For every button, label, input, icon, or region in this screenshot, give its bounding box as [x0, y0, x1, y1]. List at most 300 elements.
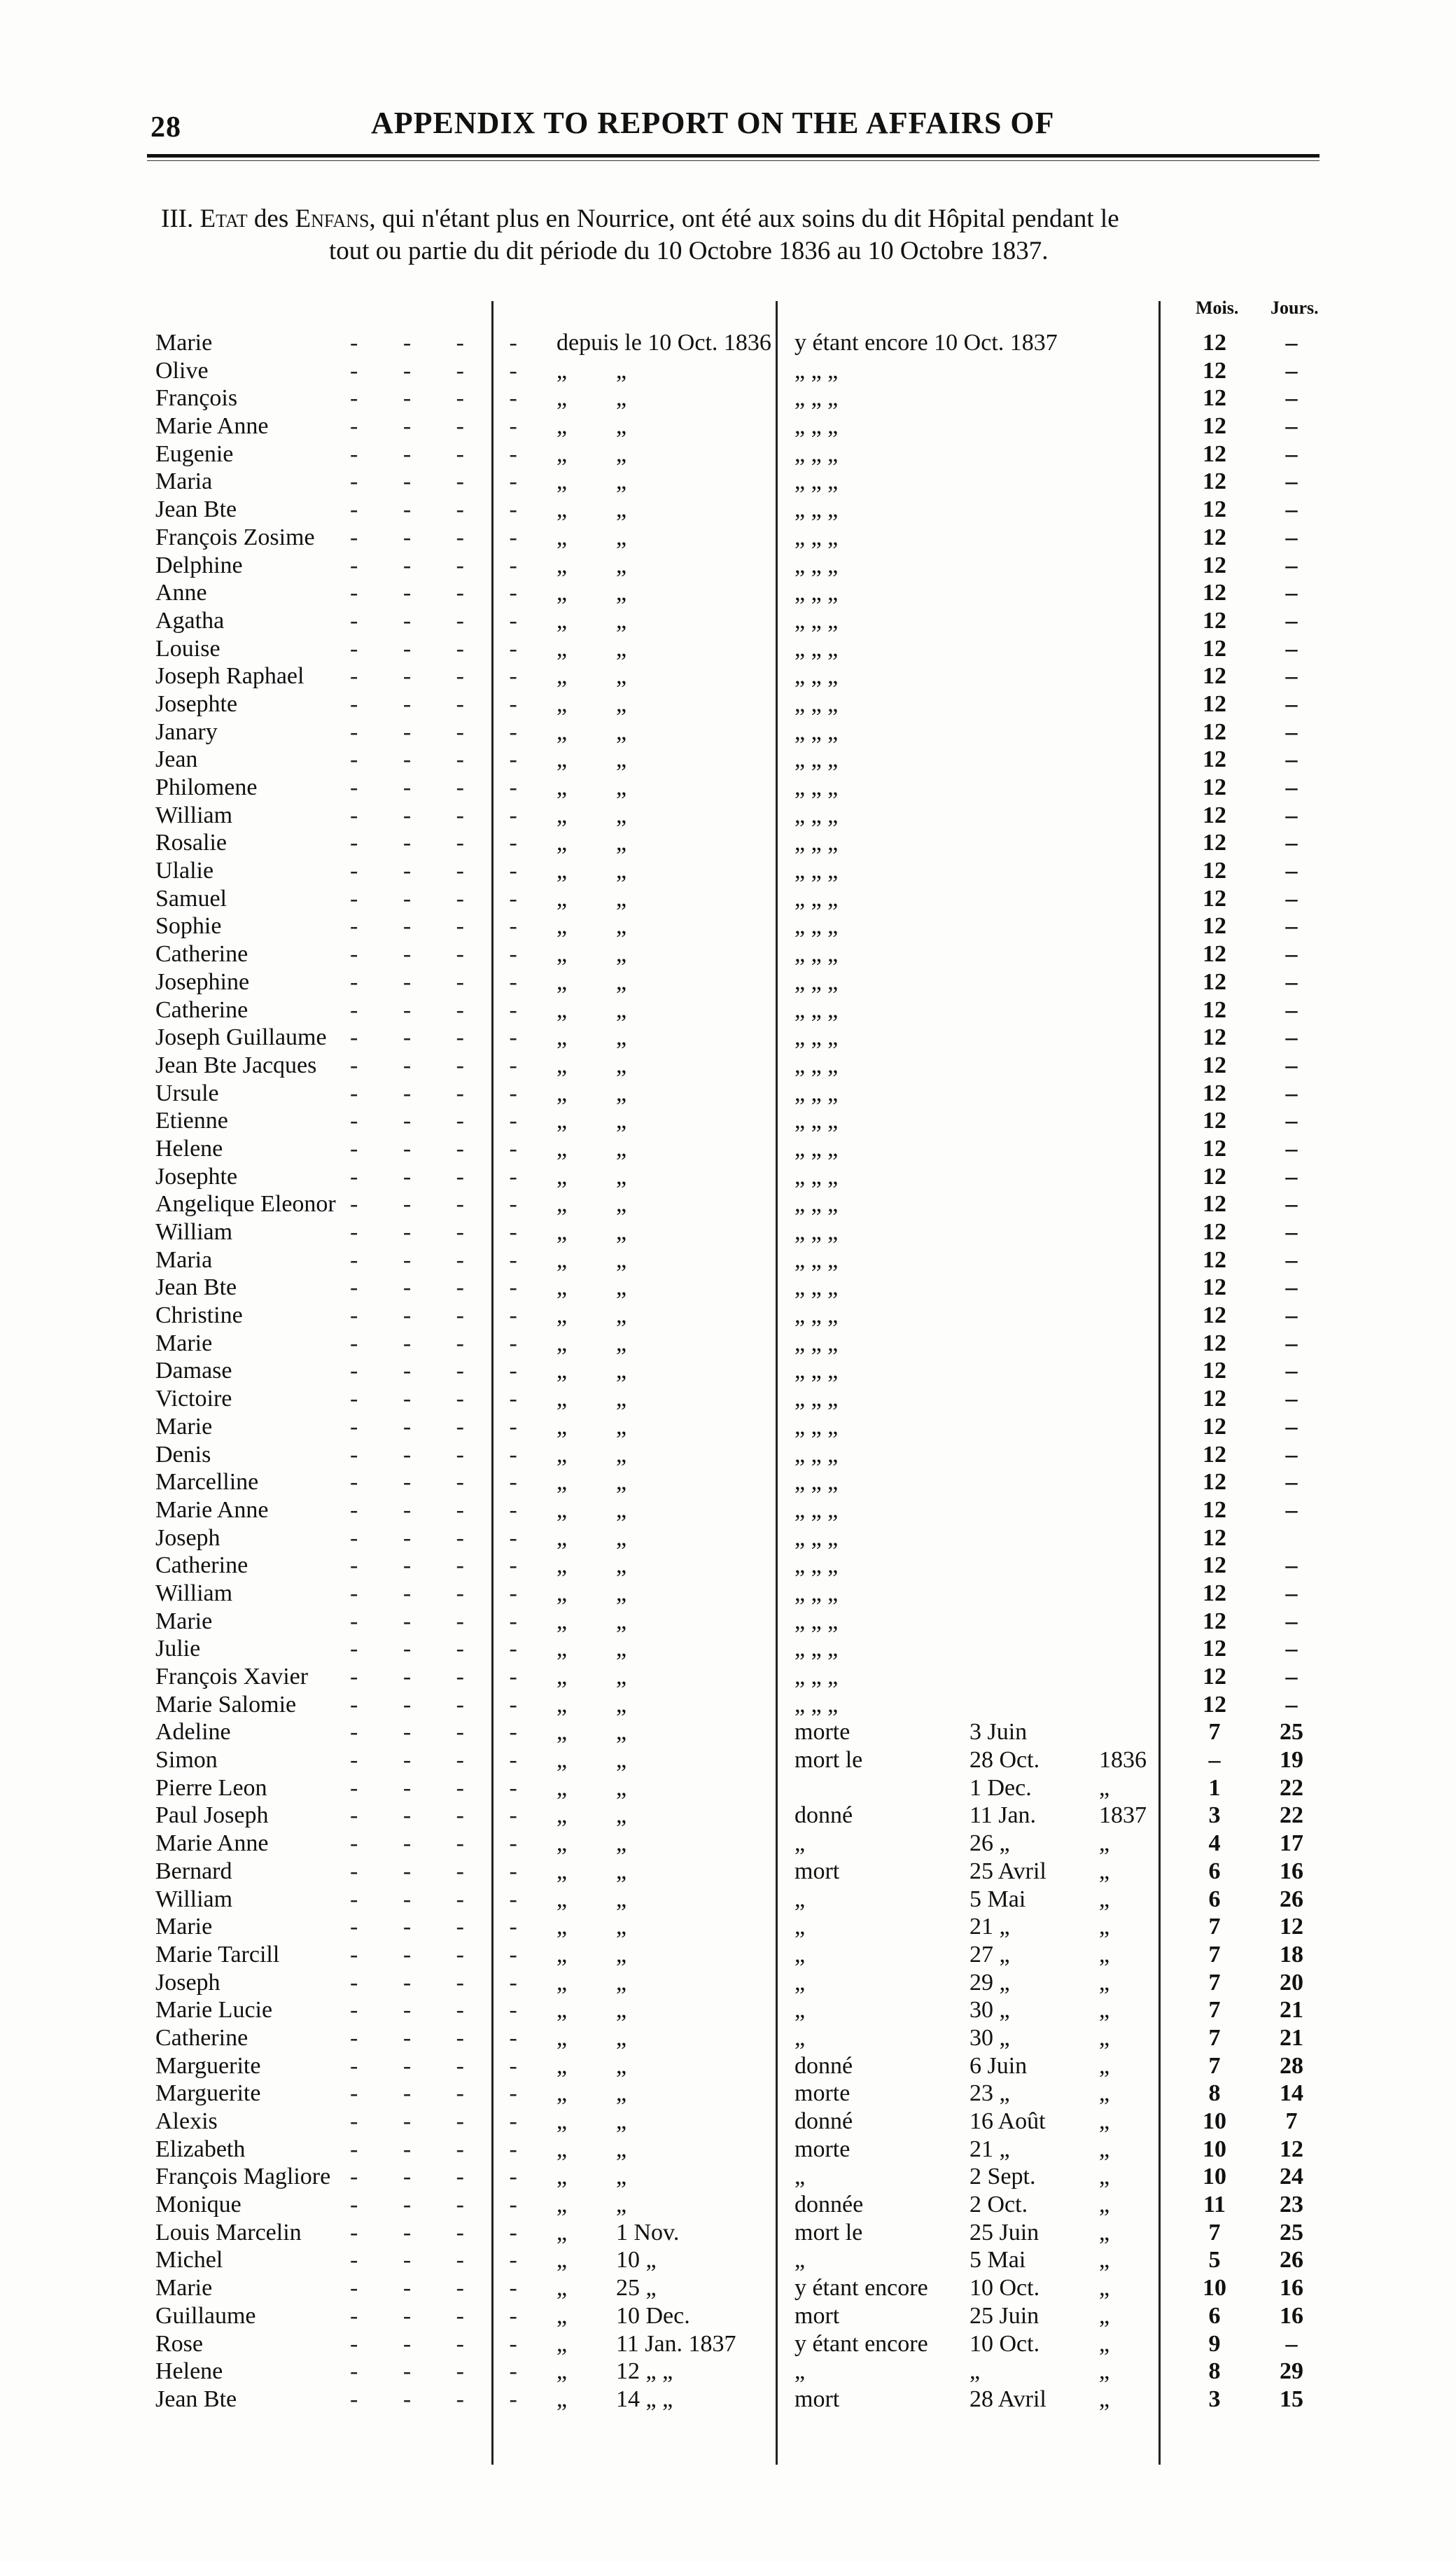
since-date: „: [616, 1664, 627, 1690]
child-name: Elizabeth: [155, 2136, 246, 2162]
table-row: [0, 1107, 1456, 1135]
leader-dashes: - - - -: [350, 1358, 537, 1384]
since-date: „: [616, 1969, 627, 1996]
leader-dashes: - - - -: [350, 1469, 537, 1496]
status: „ „ „: [794, 996, 839, 1023]
mois-value: 12: [1203, 941, 1226, 968]
since-ditto: „: [556, 1163, 568, 1190]
status-year: „: [1099, 1774, 1110, 1801]
child-name: Marie: [155, 2275, 213, 2302]
since-date: „: [616, 2108, 627, 2134]
section-line1: , qui n'étant plus en Nourrice, ont été aux soins du dit Hôpital pendant le: [369, 204, 1119, 233]
child-name: William: [155, 802, 233, 828]
mois-value: 6: [1208, 2302, 1221, 2329]
table-row: [0, 2136, 1456, 2164]
status-year: „: [1099, 1941, 1110, 1968]
table-row: [0, 1996, 1456, 2024]
mois-value: 9: [1208, 2330, 1221, 2357]
since-date: „: [616, 1024, 627, 1051]
since-ditto: „: [556, 941, 568, 968]
jours-value: –: [1285, 524, 1298, 550]
since-ditto: „: [556, 2052, 568, 2079]
leader-dashes: - - - -: [350, 2108, 537, 2134]
leader-dashes: - - - -: [350, 1052, 537, 1078]
jours-value: –: [1285, 1580, 1298, 1606]
child-name: François Xavier: [155, 1664, 309, 1690]
since-date: „: [616, 1302, 627, 1329]
leader-dashes: - - - -: [350, 1496, 537, 1523]
status: „ „ „: [794, 1080, 839, 1106]
since-date: „: [616, 1052, 627, 1078]
child-name: Joseph Raphael: [155, 663, 304, 690]
since-date: „: [616, 663, 627, 690]
leader-dashes: - - - -: [350, 1997, 537, 2024]
since-ditto: depuis le 10 Oct. 1836: [556, 330, 771, 356]
mois-value: 12: [1203, 1636, 1226, 1662]
table-row: [0, 329, 1456, 357]
since-date: „: [616, 1358, 627, 1384]
since-date: 25 „: [616, 2275, 657, 2302]
status: y étant encore 10 Oct. 1837: [794, 330, 1058, 356]
since-ditto: „: [556, 385, 568, 412]
jours-value: 26: [1280, 2247, 1303, 2274]
table-row: [0, 635, 1456, 663]
table-row: [0, 1608, 1456, 1636]
child-name: Marie Anne: [155, 1830, 269, 1857]
table-row: [0, 718, 1456, 746]
child-name: Marie: [155, 1413, 213, 1440]
mois-value: 5: [1208, 2247, 1221, 2274]
since-ditto: „: [556, 2302, 568, 2329]
child-name: Denis: [155, 1441, 211, 1468]
table-row: [0, 1052, 1456, 1080]
jours-value: –: [1285, 607, 1298, 634]
table-row: [0, 496, 1456, 524]
table-row: [0, 885, 1456, 913]
since-ditto: „: [556, 2247, 568, 2274]
mois-value: 3: [1208, 1802, 1221, 1829]
table-row: [0, 1496, 1456, 1524]
status-year: „: [1099, 2192, 1110, 2218]
since-ditto: „: [556, 1552, 568, 1579]
mois-value: 12: [1203, 1302, 1226, 1329]
status-date: 21 „: [969, 1914, 1010, 1940]
leader-dashes: - - - -: [350, 2192, 537, 2218]
since-date: „: [616, 718, 627, 745]
since-date: „: [616, 2136, 627, 2162]
leader-dashes: - - - -: [350, 1330, 537, 1356]
since-ditto: „: [556, 1580, 568, 1606]
jours-value: 15: [1280, 2386, 1303, 2412]
status: „ „ „: [794, 496, 839, 523]
leader-dashes: - - - -: [350, 1774, 537, 1801]
table-row: [0, 357, 1456, 385]
table-row: [0, 1190, 1456, 1218]
status: „ „ „: [794, 385, 839, 412]
since-date: „: [616, 1914, 627, 1940]
since-date: „: [616, 1691, 627, 1718]
status: „: [794, 1941, 806, 1968]
mois-value: 12: [1203, 1441, 1226, 1468]
child-name: Simon: [155, 1747, 218, 1774]
since-ditto: „: [556, 2386, 568, 2412]
child-name: Julie: [155, 1636, 201, 1662]
since-date: „: [616, 830, 627, 856]
jours-value: –: [1285, 996, 1298, 1023]
table-row: [0, 1302, 1456, 1330]
child-name: Marguerite: [155, 2052, 261, 2079]
child-name: Joseph: [155, 1524, 220, 1551]
status: „ „ „: [794, 607, 839, 634]
jours-value: –: [1285, 1080, 1298, 1106]
table-row: [0, 1357, 1456, 1385]
mois-value: 7: [1208, 1914, 1221, 1940]
since-ditto: „: [556, 1052, 568, 1078]
child-name: Marie Tarcill: [155, 1941, 280, 1968]
table-row: [0, 552, 1456, 580]
since-ditto: „: [556, 1969, 568, 1996]
jours-value: –: [1285, 885, 1298, 912]
since-ditto: „: [556, 440, 568, 467]
leader-dashes: - - - -: [350, 2386, 537, 2412]
since-ditto: „: [556, 1719, 568, 1746]
since-date: „: [616, 1496, 627, 1523]
jours-value: –: [1285, 385, 1298, 412]
table-row: [0, 1218, 1456, 1246]
table-row: [0, 524, 1456, 552]
mois-value: 12: [1203, 496, 1226, 523]
status-year: „: [1099, 2358, 1110, 2385]
table-row: [0, 1718, 1456, 1746]
since-ditto: „: [556, 746, 568, 773]
status-date: 16 Août: [969, 2108, 1046, 2134]
child-name: Angelique Eleonor: [155, 1191, 336, 1218]
since-date: 12 „ „: [616, 2358, 673, 2385]
status-date: 26 „: [969, 1830, 1010, 1857]
since-ditto: „: [556, 1524, 568, 1551]
mois-value: 7: [1208, 2219, 1221, 2246]
status: „: [794, 1969, 806, 1996]
child-name: Rosalie: [155, 830, 227, 856]
leader-dashes: - - - -: [350, 440, 537, 467]
mois-value: 10: [1203, 2136, 1226, 2162]
jours-value: –: [1285, 1135, 1298, 1162]
status: donné: [794, 2108, 853, 2134]
since-ditto: „: [556, 1802, 568, 1829]
jours-value: –: [1285, 1413, 1298, 1440]
status-year: 1837: [1099, 1802, 1147, 1829]
leader-dashes: - - - -: [350, 1886, 537, 1912]
jours-value: 26: [1280, 1886, 1303, 1912]
status-date: 25 Juin: [969, 2302, 1040, 2329]
jours-value: –: [1285, 1358, 1298, 1384]
since-date: „: [616, 1274, 627, 1301]
status: „: [794, 1997, 806, 2024]
status: „ „ „: [794, 1441, 839, 1468]
leader-dashes: - - - -: [350, 690, 537, 717]
mois-value: 7: [1208, 1969, 1221, 1996]
jours-value: 20: [1280, 1969, 1303, 1996]
since-date: „: [616, 2080, 627, 2107]
jours-value: –: [1285, 552, 1298, 578]
since-date: „: [616, 385, 627, 412]
since-date: „: [616, 524, 627, 550]
since-date: „: [616, 1246, 627, 1273]
since-ditto: „: [556, 1024, 568, 1051]
child-name: Josephte: [155, 690, 238, 717]
status: „ „ „: [794, 1163, 839, 1190]
mois-value: 12: [1203, 1108, 1226, 1134]
since-date: „: [616, 496, 627, 523]
leader-dashes: - - - -: [350, 1163, 537, 1190]
status-date: 25 Juin: [969, 2219, 1040, 2246]
jours-value: –: [1285, 1108, 1298, 1134]
leader-dashes: - - - -: [350, 1108, 537, 1134]
jours-value: –: [1285, 1441, 1298, 1468]
section-enfans: Enfans: [295, 204, 370, 233]
mois-value: 12: [1203, 607, 1226, 634]
status: y étant encore: [794, 2330, 928, 2357]
mois-value: 12: [1203, 1469, 1226, 1496]
jours-value: –: [1285, 1386, 1298, 1412]
table-row: [0, 2302, 1456, 2330]
jours-value: 18: [1280, 1941, 1303, 1968]
table-row: [0, 774, 1456, 802]
leader-dashes: - - - -: [350, 413, 537, 440]
child-name: Marie: [155, 330, 213, 356]
leader-dashes: - - - -: [350, 663, 537, 690]
since-date: 10 Dec.: [616, 2302, 690, 2329]
status-date: 10 Oct.: [969, 2275, 1040, 2302]
section-numeral: III.: [161, 204, 194, 233]
since-ditto: „: [556, 413, 568, 440]
leader-dashes: - - - -: [350, 1191, 537, 1218]
child-name: Catherine: [155, 941, 248, 968]
status: „ „ „: [794, 663, 839, 690]
jours-value: –: [1285, 1636, 1298, 1662]
since-ditto: „: [556, 2136, 568, 2162]
leader-dashes: - - - -: [350, 385, 537, 412]
status: „ „ „: [794, 1274, 839, 1301]
since-ditto: „: [556, 357, 568, 384]
jours-value: –: [1285, 746, 1298, 773]
child-name: Olive: [155, 357, 209, 384]
jours-value: 7: [1285, 2108, 1298, 2134]
jours-value: –: [1285, 330, 1298, 356]
mois-value: 11: [1203, 2192, 1226, 2218]
status: mort le: [794, 1747, 863, 1774]
child-name: Anne: [155, 580, 207, 606]
since-ditto: „: [556, 635, 568, 662]
mois-value: 12: [1203, 1080, 1226, 1106]
status: „ „ „: [794, 830, 839, 856]
table-row: [0, 2108, 1456, 2136]
status: „ „ „: [794, 1664, 839, 1690]
child-name: Marie: [155, 1608, 213, 1634]
section-title: [161, 203, 1309, 267]
leader-dashes: - - - -: [350, 1219, 537, 1245]
child-name: Monique: [155, 2192, 241, 2218]
since-date: „: [616, 440, 627, 467]
jours-value: –: [1285, 1496, 1298, 1523]
leader-dashes: - - - -: [350, 524, 537, 550]
leader-dashes: - - - -: [350, 2275, 537, 2302]
leader-dashes: - - - -: [350, 1274, 537, 1301]
since-date: „: [616, 1552, 627, 1579]
since-ditto: „: [556, 1413, 568, 1440]
jours-value: –: [1285, 1469, 1298, 1496]
table-row: [0, 2386, 1456, 2414]
child-name: Josephine: [155, 968, 250, 995]
table-row: [0, 2191, 1456, 2219]
mois-value: 12: [1203, 1358, 1226, 1384]
jours-value: –: [1285, 913, 1298, 940]
mois-value: 6: [1208, 1858, 1221, 1884]
since-ditto: „: [556, 1747, 568, 1774]
mois-value: 7: [1208, 2052, 1221, 2079]
status-date: „: [969, 2358, 981, 2385]
status: „ „ „: [794, 1580, 839, 1606]
page-number: 28: [150, 111, 181, 144]
mois-value: 6: [1208, 1886, 1221, 1912]
jours-value: –: [1285, 1163, 1298, 1190]
child-name: Marie Lucie: [155, 1997, 273, 2024]
table-row: [0, 2219, 1456, 2247]
status-year: „: [1099, 1886, 1110, 1912]
child-name: Jean Bte: [155, 2386, 237, 2412]
child-name: Marie Salomie: [155, 1691, 297, 1718]
since-ditto: „: [556, 468, 568, 495]
since-ditto: „: [556, 913, 568, 940]
child-name: Adeline: [155, 1719, 231, 1746]
status: „ „ „: [794, 1608, 839, 1634]
since-date: „: [616, 774, 627, 800]
status: „ „ „: [794, 690, 839, 717]
table-row: [0, 1802, 1456, 1830]
since-ditto: „: [556, 1274, 568, 1301]
mois-value: 8: [1208, 2080, 1221, 2107]
since-ditto: „: [556, 1135, 568, 1162]
status: „ „ „: [794, 1496, 839, 1523]
status: „: [794, 1914, 806, 1940]
since-ditto: „: [556, 524, 568, 550]
status: „ „ „: [794, 635, 839, 662]
since-date: „: [616, 1524, 627, 1551]
leader-dashes: - - - -: [350, 357, 537, 384]
jours-value: 12: [1280, 1914, 1303, 1940]
mois-value: 3: [1208, 2386, 1221, 2412]
since-ditto: „: [556, 2219, 568, 2246]
table-row: [0, 2330, 1456, 2358]
running-head: APPENDIX TO REPORT ON THE AFFAIRS OF: [371, 106, 1055, 140]
status: „ „ „: [794, 1052, 839, 1078]
since-date: „: [616, 1386, 627, 1412]
leader-dashes: - - - -: [350, 1719, 537, 1746]
since-date: „: [616, 1163, 627, 1190]
table-row: [0, 829, 1456, 857]
jours-value: 24: [1280, 2164, 1303, 2190]
table-row: [0, 1552, 1456, 1580]
leader-dashes: - - - -: [350, 858, 537, 884]
since-date: „: [616, 552, 627, 578]
since-date: „: [616, 2164, 627, 2190]
status: „ „ „: [794, 1330, 839, 1356]
status: „ „ „: [794, 1552, 839, 1579]
since-ditto: „: [556, 1191, 568, 1218]
leader-dashes: - - - -: [350, 1302, 537, 1329]
jours-value: –: [1285, 635, 1298, 662]
status: morte: [794, 2136, 850, 2162]
since-date: „: [616, 996, 627, 1023]
since-ditto: „: [556, 1080, 568, 1106]
since-ditto: „: [556, 1914, 568, 1940]
child-name: François: [155, 385, 238, 412]
mois-value: 12: [1203, 1552, 1226, 1579]
leader-dashes: - - - -: [350, 2164, 537, 2190]
since-ditto: „: [556, 1997, 568, 2024]
since-date: 1 Nov.: [616, 2219, 680, 2246]
child-name: Jean Bte Jacques: [155, 1052, 317, 1078]
status: „ „ „: [794, 1108, 839, 1134]
leader-dashes: - - - -: [350, 2330, 537, 2357]
since-ditto: „: [556, 996, 568, 1023]
leader-dashes: - - - -: [350, 1441, 537, 1468]
mois-value: 12: [1203, 774, 1226, 800]
since-date: „: [616, 1941, 627, 1968]
child-name: Marie Anne: [155, 413, 269, 440]
since-date: „: [616, 1636, 627, 1662]
status: „ „ „: [794, 468, 839, 495]
since-date: „: [616, 1191, 627, 1218]
status-date: 28 Avril: [969, 2386, 1046, 2412]
mois-value: 12: [1203, 690, 1226, 717]
status-year: 1836: [1099, 1747, 1147, 1774]
jours-value: 25: [1280, 1719, 1303, 1746]
since-date: „: [616, 1441, 627, 1468]
jours-value: –: [1285, 1552, 1298, 1579]
since-date: „: [616, 968, 627, 995]
leader-dashes: - - - -: [350, 1552, 537, 1579]
status: „ „ „: [794, 580, 839, 606]
child-name: François Magliore: [155, 2164, 331, 2190]
jours-value: 28: [1280, 2052, 1303, 2079]
header-rule-thin: [147, 160, 1320, 161]
jours-value: 29: [1280, 2358, 1303, 2385]
status-date: 2 Sept.: [969, 2164, 1036, 2190]
status: „ „ „: [794, 774, 839, 800]
mois-value: 12: [1203, 968, 1226, 995]
since-ditto: „: [556, 1636, 568, 1662]
status: donné: [794, 2052, 853, 2079]
child-name: Marie: [155, 1330, 213, 1356]
status: donnée: [794, 2192, 864, 2218]
status-date: 21 „: [969, 2136, 1010, 2162]
table-row: [0, 1941, 1456, 1969]
table-row: [0, 607, 1456, 635]
status-date: 5 Mai: [969, 2247, 1026, 2274]
status: „: [794, 2164, 806, 2190]
jours-value: –: [1285, 1608, 1298, 1634]
since-date: „: [616, 1747, 627, 1774]
leader-dashes: - - - -: [350, 1691, 537, 1718]
table-row: [0, 746, 1456, 774]
status-date: 1 Dec.: [969, 1774, 1032, 1801]
leader-dashes: - - - -: [350, 580, 537, 606]
table-row: [0, 1774, 1456, 1802]
leader-dashes: - - - -: [350, 468, 537, 495]
mois-value: 12: [1203, 746, 1226, 773]
since-date: „: [616, 635, 627, 662]
